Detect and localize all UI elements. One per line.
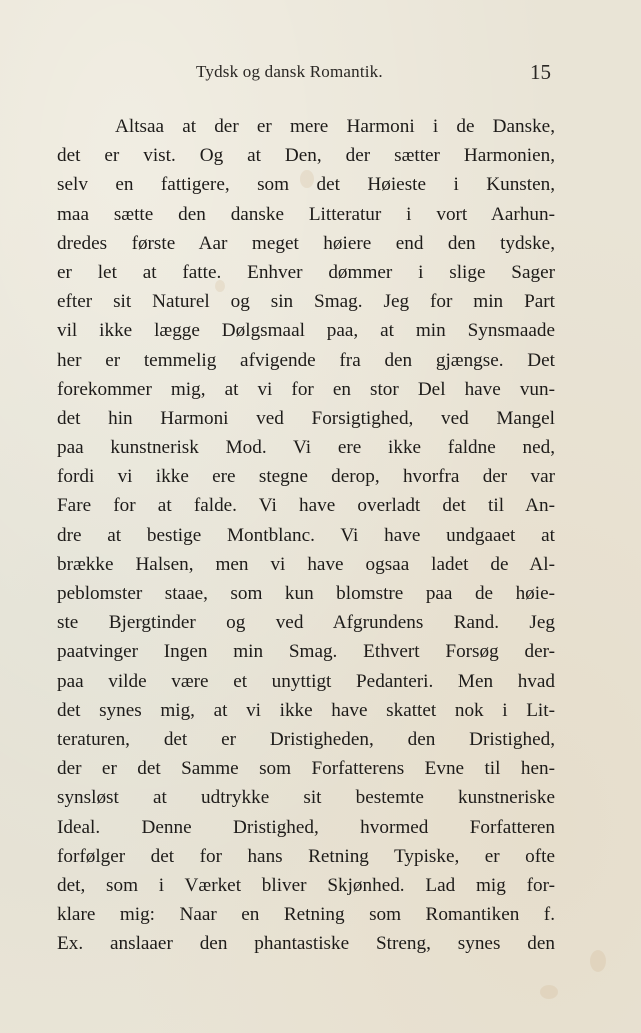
text-line: efter sit Naturel og sin Smag. Jeg for min Part <box>57 291 555 313</box>
text-line: det, som i Værket bliver Skjønhed. Lad mig for- <box>57 874 555 896</box>
text-line: Ex. anslaaer den phantastiske Streng, synes den <box>57 933 555 955</box>
text-line: klare mig: Naar en Retning som Romantiken f. <box>57 904 555 926</box>
text-line: det hin Harmoni ved Forsigtighed, ved Mangel <box>57 407 555 429</box>
text-line: paa kunstnerisk Mod. Vi ere ikke faldne ned, <box>57 437 555 459</box>
text-line: Altsaa at der er mere Harmoni i de Danske, <box>115 116 555 137</box>
running-title: Tydsk og dansk Romantik. <box>196 62 383 81</box>
text-line: Fare for at falde. Vi have overladt det til An- <box>57 495 555 517</box>
running-head <box>0 62 641 88</box>
text-line: forfølger det for hans Retning Typiske, er ofte <box>57 845 555 867</box>
text-line: det er vist. Og at Den, der sætter Harmonien, <box>57 145 555 167</box>
text-line: forekommer mig, at vi for en stor Del have vun- <box>57 378 555 400</box>
text-line: fordi vi ikke ere stegne derop, hvorfra der var <box>57 466 555 488</box>
text-line: brække Halsen, men vi have ogsaa ladet de Al- <box>57 553 555 575</box>
text-line: det synes mig, at vi ikke have skattet nok i Lit- <box>57 699 555 721</box>
paper-stain <box>540 985 558 999</box>
text-line: dredes første Aar meget høiere end den tydske, <box>57 232 555 254</box>
text-line: her er temmelig afvigende fra den gjængse. Det <box>57 349 555 371</box>
paper-stain <box>590 950 606 972</box>
page-number: 15 <box>530 60 551 84</box>
text-line: synsløst at udtrykke sit bestemte kunstneriske <box>57 787 555 809</box>
text-line: teraturen, det er Dristigheden, den Dristighed, <box>57 728 555 750</box>
text-line: Ideal. Denne Dristighed, hvormed Forfatteren <box>57 816 555 838</box>
text-line: der er det Samme som Forfatterens Evne til hen- <box>57 758 555 780</box>
text-line: selv en fattigere, som det Høieste i Kunsten, <box>57 174 555 196</box>
text-line: vil ikke lægge Dølgsmaal paa, at min Synsmaade <box>57 320 555 342</box>
body-text <box>57 112 555 958</box>
text-line: maa sætte den danske Litteratur i vort Aarhun- <box>57 203 555 225</box>
text-line: dre at bestige Montblanc. Vi have undgaaet at <box>57 524 555 546</box>
text-line: er let at fatte. Enhver dømmer i slige Sager <box>57 261 555 283</box>
text-line: ste Bjergtinder og ved Afgrundens Rand. Jeg <box>57 612 555 634</box>
text-line: peblomster staae, som kun blomstre paa de høie- <box>57 583 555 604</box>
text-line: paatvinger Ingen min Smag. Ethvert Forsøg der- <box>57 641 555 663</box>
text-line: paa vilde være et unyttigt Pedanteri. Men hvad <box>57 670 555 692</box>
